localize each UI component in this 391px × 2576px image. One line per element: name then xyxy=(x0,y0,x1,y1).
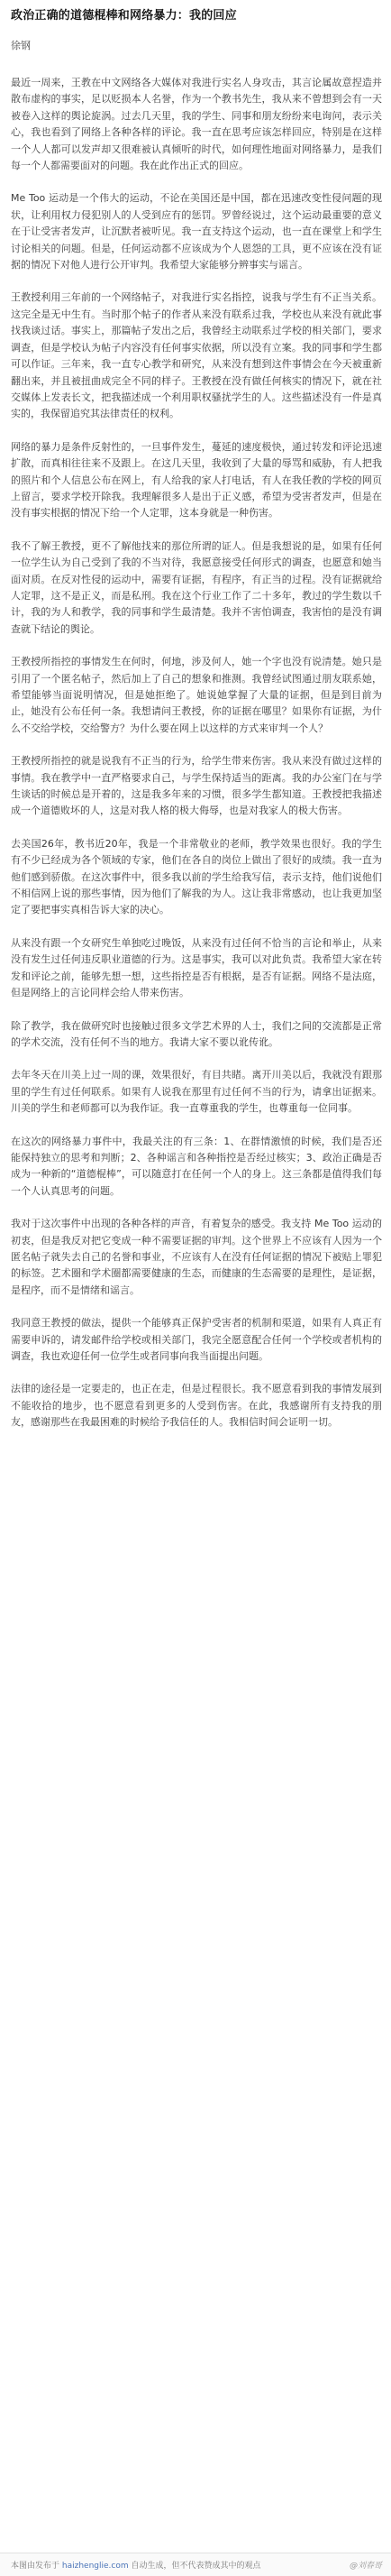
article-paragraph: 我不了解王教授，更不了解他找来的那位所谓的证人。但是我想说的是，如果有任何一位学生认为自己受到了我的不当对待，我愿意接受任何形式的调查，也愿意和她当面对质。在反对性侵的运动中，需要有证据，有程序，有正当的过程。没有证据就给人定罪，这不是正义，而是私刑。我在这个行业工作了二十多年，教过的学生数以千计，我的为人和教学，我的同事和学生最清楚。我并不害怕调查，我害怕的是没有调查就下结论的舆论。 xyxy=(11,539,382,635)
article-paragraph: 我同意王教授的做法，提供一个能够真正保护受害者的机制和渠道，如果有人真正有需要申诉的，请发邮件给学校或相关部门，我完全愿意配合任何一个学校或者机构的调查，我也欢迎任何一位学生或者同事向我当面提出问题。 xyxy=(11,1317,382,1362)
article-paragraph: 去年冬天在川美上过一周的课，效果很好，有目共睹。离开川美以后，我就没有跟那里的学生有过任何联系。如果有人说我在那里有过任何不当的行为，请拿出证据来。川美的学生和老师都可以为我作证。我一直尊重我的学生，也尊重每一位同事。 xyxy=(11,1069,382,1115)
article-paragraph: 法律的途径是一定要走的，也正在走，但是过程很长。我不愿意看到我的事情发展到不能收拾的地步，也不愿意看到更多的人受到伤害。在此，我感谢所有支持我的朋友，感谢那些在我最困难的时候给予我信任的人。我相信时间会证明一切。 xyxy=(11,1383,382,1429)
article-paragraph: 网络的暴力是条件反射性的，一旦事件发生，蔓延的速度极快，通过转发和评论迅速扩散，而真相往往来不及跟上。在这几天里，我收到了大量的辱骂和威胁，有人把我的照片和个人信息公布在网上，有人给我的家人打电话，有人在我任教的学校的网页上留言，要求学校开除我。我理解很多人是出于正义感，希望为受害者发声，但是在没有事实根据的情况下给一个人定罪，这本身就是一种伤害。 xyxy=(11,440,382,520)
footer-text-after: 自动生成，但不代表赞成其中的观点 xyxy=(131,2562,261,2571)
article-title: 政治正确的道德棍棒和网络暴力：我的回应 xyxy=(11,9,237,23)
image-footer xyxy=(0,2553,391,2576)
article-paragraph: Me Too 运动是一个伟大的运动，不论在美国还是中国，都在迅速改变性侵问题的现状，让利用权力侵犯别人的人受到应有的惩罚。罗曾经说过，这个运动最重要的意义在于让受害者发声，让沉默者被听见。我一直支持这个运动，也一直在课堂上和学生讨论相关的问题。但是，任何运动都不应该成为个人恩怨的工具，更不应该在没有证据的情况下对他人进行公开审判。我希望大家能够分辨事实与谣言。 xyxy=(11,192,382,271)
source-link[interactable]: haizhenglie.com xyxy=(61,2562,129,2571)
footer-note xyxy=(11,2559,261,2571)
article-paragraph: 王教授所指控的事情发生在何时，何地，涉及何人，她一个字也没有说清楚。她只是引用了一个匿名帖子，然后加上了自己的想象和推测。我曾经试图通过朋友联系她，希望能够当面说明情况，但是她拒绝了。她说她掌握了大量的证据，但是到目前为止，她没有公布任何一条。我想请问王教授，你的证据在哪里？如果你有证据，为什么不交给学校，交给警方？为什么要在网上以这样的方式来审判一个人？ xyxy=(11,656,382,734)
article-paragraph: 王教授利用三年前的一个网络帖子，对我进行实名指控，说我与学生有不正当关系。这完全是无中生有。当时那个帖子的作者从来没有联系过我，学校也从来没有就此事找我谈过话。事实上，那篇帖子发出之后，我曾经主动联系过学校的相关部门，要求调查，但是学校认为帖子内容没有任何事实依据，所以没有立案。我的同事和学生都可以作证。三年来，我一直专心教学和研究，从来没有想到这件事情会在今天被重新翻出来，并且被扭曲成完全不同的样子。王教授在没有做任何核实的情况下，就在社交媒体上发表长文，把我描述成一个利用职权骚扰学生的人。这些描述没有一件是真实的，我保留追究其法律责任的权利。 xyxy=(11,291,382,420)
article-paragraph: 最近一周来，王教在中文网络各大媒体对我进行实名人身攻击，其言论属故意捏造并散布虚构的事实，足以贬损本人名誉，作为一个教书先生，我从来不曾想到会有一天被卷入这样的舆论旋涡。过去几天里，我的学生、同事和朋友纷纷来电询问，表示关心，我也看到了网络上各种各样的评论。我一直在思考应该怎样回应，特别是在这样一个人人都可以发声却又很难被认真倾听的时代，如何理性地面对网络暴力，是我们每一个人都需要面对的问题。我在此作出正式的回应。 xyxy=(11,77,382,172)
article-paragraph: 在这次的网络暴力事件中，我最关注的有三条：1、在群情激愤的时候，我们是否还能保持独立的思考和判断；2、各种谣言和各种指控是否经过核实；3、政治正确是否成为一种新的“道德棍棒”，可以随意打在任何一个人的身上。这三条都是值得我们每一个人认真思考的问题。 xyxy=(11,1135,382,1197)
article-body xyxy=(11,75,382,1431)
article-paragraph: 从来没有跟一个女研究生单独吃过晚饭，从来没有过任何不恰当的言论和举止，从来没有发生过任何违反职业道德的行为。这是事实，我可以对此负责。我希望大家在转发和评论之前，能够先想一想，这些指控是否有根据，是否有证据。网络不是法庭，但是网络上的言论同样会给人带来伤害。 xyxy=(11,936,382,999)
article-paragraph: 我对于这次事件中出现的各种各样的声音，有着复杂的感受。我支持 Me Too 运动的初衷，但是我反对把它变成一种不需要证据的审判。这个世界上不应该有人因为一个匿名帖子就失去自己的名誉和事业，不应该有人在没有任何证据的情况下被贴上罪犯的标签。艺术圈和学术圈都需要健康的生态，而健康的生态需要的是理性，是证据，是程序，而不是情绪和谣言。 xyxy=(11,1218,382,1296)
watermark: @刘春哥 xyxy=(349,2562,382,2571)
article-author: 徐钢 xyxy=(11,40,31,51)
article-paragraph: 去美国26年，教书近20年，我是一个非常敬业的老师，教学效果也很好。我的学生有不少已经成为各个领域的专家，他们在各自的岗位上做出了很好的成绩。我一直为他们感到骄傲。在这次事件中，很多我以前的学生给我写信，表示支持，他们说他们不相信网上说的那些事情，因为他们了解我的为人。这让我非常感动，也让我更加坚定了要把事实真相告诉大家的决心。 xyxy=(11,837,382,916)
footer-text-before: 本图由发布于 xyxy=(11,2562,60,2571)
article-paragraph: 除了教学，我在做研究时也接触过很多文学艺术界的人士，我们之间的交流都是正常的学术交流，没有任何不当的地方。我请大家不要以讹传讹。 xyxy=(11,1019,382,1048)
article-paragraph: 王教授所指控的就是说我有不正当的行为，给学生带来伤害。我从来没有做过这样的事情。我在教学中一直严格要求自己，与学生保持适当的距离。我的办公室门在与学生谈话的时候总是开着的，这是我多年来的习惯，很多学生都知道。王教授把我描述成一个道德败坏的人，这是对我人格的极大侮辱，也是对我家人的极大伤害。 xyxy=(11,755,382,817)
